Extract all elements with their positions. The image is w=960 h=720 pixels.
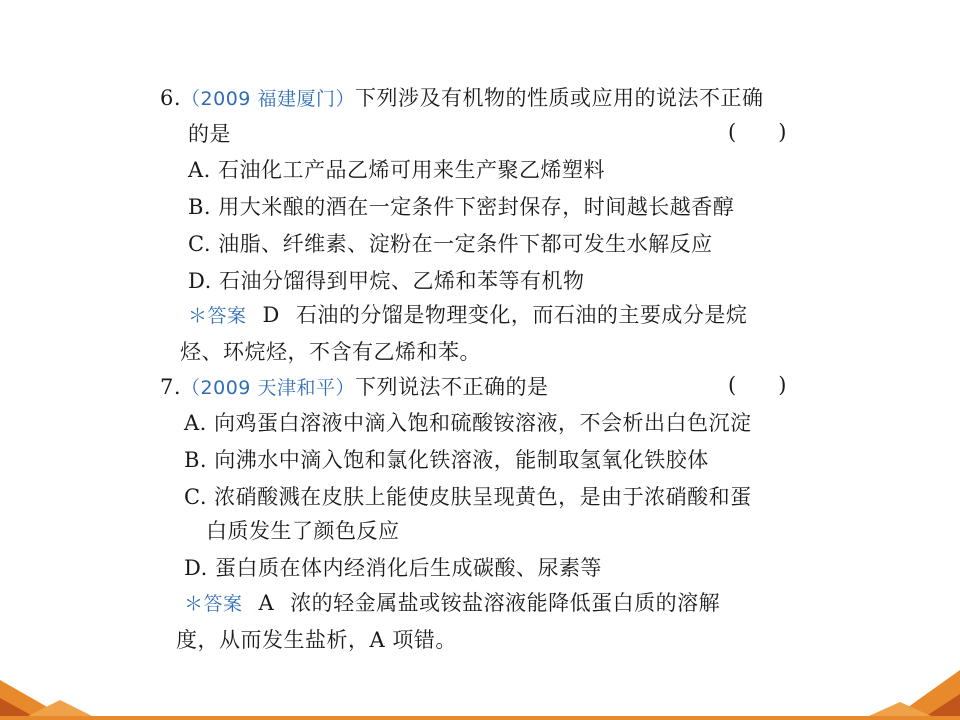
q6-answer-line1 — [188, 301, 747, 330]
q7-stem: 下列说法不正确的是 — [354, 375, 549, 399]
q7-option-d: D. 蛋白质在体内经消化后生成碳酸、尿素等 — [184, 556, 602, 580]
q7-option-a: A. 向鸡蛋白溶液中滴入饱和硫酸铵溶液，不会析出白色沉淀 — [184, 411, 752, 435]
q7-stem-line1 — [160, 373, 548, 402]
q6-answer-blank: ( ) — [728, 120, 787, 144]
q7-explanation: 浓的轻金属盐或铵盐溶液能降低蛋白质的溶解 — [290, 591, 721, 615]
q7-answer-label: ＊答案 — [184, 593, 243, 615]
q7-answer-blank: ( ) — [728, 373, 787, 397]
q7-option-c-line1: C. 浓硝酸溅在皮肤上能使皮肤呈现黄色，是由于浓硝酸和蛋 — [184, 485, 752, 509]
q6-source: （2009 福建厦门） — [181, 88, 355, 110]
q7-option-b: B. 向沸水中滴入饱和氯化铁溶液，能制取氢氧化铁胶体 — [184, 448, 709, 472]
q7-source: （2009 天津和平） — [181, 377, 355, 399]
q6-stem: 下列涉及有机物的性质或应用的说法不正确 — [354, 86, 764, 110]
q6-option-d: D. 石油分馏得到甲烷、乙烯和苯等有机物 — [188, 269, 585, 293]
q6-stem-line1 — [160, 84, 763, 113]
q6-explanation-line2: 烃、环烷烃，不含有乙烯和苯。 — [180, 340, 481, 364]
q6-option-a: A. 石油化工产品乙烯可用来生产聚乙烯塑料 — [188, 158, 606, 182]
q7-answer-letter: A — [258, 591, 275, 615]
q7-answer-line1 — [184, 589, 720, 618]
q6-option-c: C. 油脂、纤维素、淀粉在一定条件下都可发生水解反应 — [188, 232, 713, 256]
q6-number: 6. — [160, 86, 182, 110]
q6-explanation: 石油的分馏是物理变化，而石油的主要成分是烷 — [295, 303, 748, 327]
q6-answer-label: ＊答案 — [188, 305, 247, 327]
q7-option-c-line2: 白质发生了颜色反应 — [206, 519, 400, 543]
q6-option-b: B. 用大米酿的酒在一定条件下密封保存，时间越长越香醇 — [188, 195, 735, 219]
corner-decoration-left-icon — [0, 660, 120, 720]
q6-answer-letter: D — [262, 303, 280, 327]
q7-explanation-line2: 度，从而发生盐析，A 项错。 — [176, 628, 457, 652]
q6-stem-line2: 的是 — [188, 122, 231, 146]
bottom-bar — [0, 716, 960, 720]
corner-decoration-right-icon — [850, 660, 960, 720]
q7-number: 7. — [160, 375, 182, 399]
